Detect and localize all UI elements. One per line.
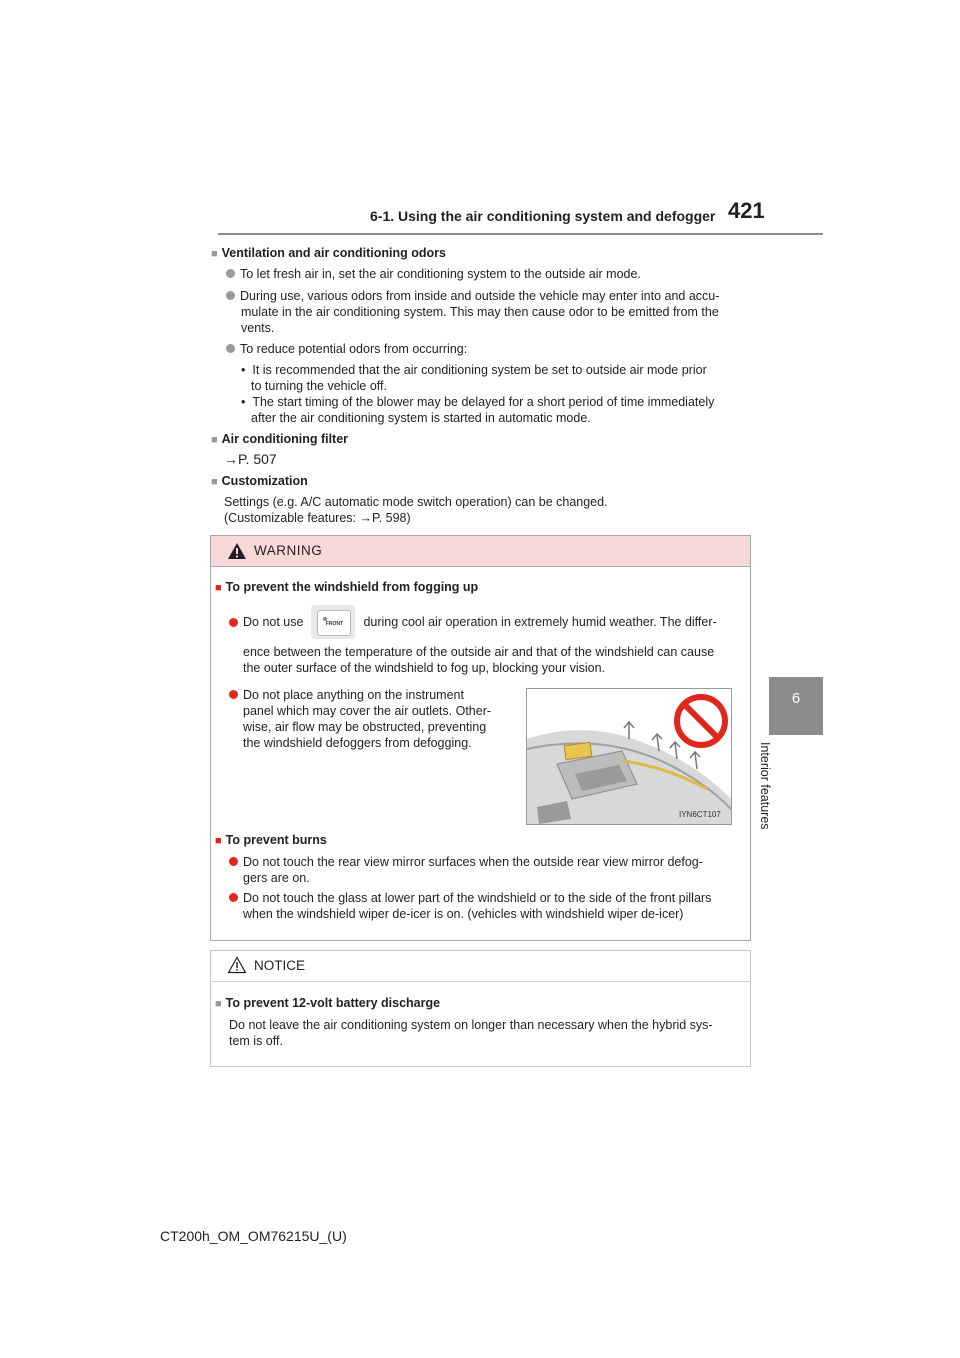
image-code: IYN6CT107 [679, 810, 721, 819]
ventilation-bullet-2-line1: During use, various odors from inside and outside the vehicle may enter into and accu- [240, 289, 720, 303]
fog-heading-text: To prevent the windshield from fogging up [225, 580, 479, 594]
burn-heading-text: To prevent burns [225, 833, 327, 847]
customization-line1: Settings (e.g. A/C automatic mode switch operation) can be changed. [224, 495, 608, 509]
filter-heading [211, 431, 348, 448]
notice-line2: tem is off. [229, 1034, 283, 1048]
warning-title: WARNING [254, 543, 323, 558]
ventilation-sub-2-line2: after the air conditioning system is started in automatic mode. [251, 411, 591, 425]
sub-bullet-icon: • [241, 395, 246, 409]
burn-bullet-1-line2: gers are on. [243, 871, 310, 885]
warning-header [211, 536, 750, 567]
notice-heading-text: To prevent 12-volt battery discharge [225, 996, 441, 1010]
customization-line2-prefix: (Customizable features: [224, 511, 360, 525]
burn-bullet-2-line1: Do not touch the glass at lower part of the windshield or to the side of the front pillars [243, 891, 712, 905]
burn-bullet-1 [229, 854, 703, 870]
page-number: 421 [728, 198, 765, 223]
ventilation-heading [211, 245, 446, 262]
round-bullet-icon [226, 269, 235, 278]
burn-bullet-1-line1: Do not touch the rear view mirror surfaces when the outside rear view mirror defog- [243, 855, 703, 869]
round-bullet-icon [229, 857, 238, 866]
fog-bullet-1 [229, 604, 717, 640]
ventilation-heading-text: Ventilation and air conditioning odors [221, 246, 446, 260]
section-title: 6-1. Using the air conditioning system and defogger [370, 208, 716, 224]
square-bullet-icon: ■ [211, 248, 218, 260]
customization-heading [211, 473, 308, 490]
front-button-label: FRONT [325, 621, 344, 627]
burn-bullet-2-line2: when the windshield wiper de-icer is on. (vehicles with windshield wiper de-icer) [243, 907, 684, 921]
notice-line1: Do not leave the air conditioning system on longer than necessary when the hybrid sys- [229, 1018, 713, 1032]
customization-line2 [224, 510, 411, 526]
ventilation-bullet-2-line3: vents. [241, 321, 275, 335]
dashboard-prohibited-image [527, 689, 731, 824]
filter-ref[interactable] [224, 451, 277, 467]
square-bullet-icon: ■ [211, 434, 218, 446]
ventilation-bullet-2 [226, 288, 719, 304]
fog-bullet-1-pre: Do not use [243, 615, 304, 629]
fog-bullet-2-line4: the windshield defoggers from defogging. [243, 736, 472, 750]
fog-bullet-2-line2: panel which may cover the air outlets. Other- [243, 704, 492, 718]
square-bullet-icon: ■ [215, 582, 222, 594]
chapter-number: 6 [791, 690, 801, 707]
fog-heading [215, 579, 478, 596]
customization-ref[interactable]: P. 598) [371, 511, 411, 525]
square-bullet-icon: ■ [215, 998, 222, 1010]
arrow-right-icon: → [224, 451, 238, 467]
fog-bullet-1-line2: ence between the temperature of the outside air and that of the windshield can cause [243, 645, 715, 659]
ventilation-sub-2 [241, 394, 714, 410]
sub-bullet-icon: • [241, 363, 246, 377]
ventilation-bullet-1 [226, 266, 641, 282]
chapter-label: Interior features [758, 742, 772, 830]
round-bullet-icon [229, 618, 238, 627]
round-bullet-icon [229, 893, 238, 902]
front-defogger-button-icon [311, 605, 355, 639]
ventilation-bullet-2-line2: mulate in the air conditioning system. This may then cause odor to be emitted from the [241, 305, 719, 319]
header-divider [218, 233, 823, 235]
ventilation-sub-1-line2: to turning the vehicle off. [251, 379, 387, 393]
chapter-label-wrap [758, 742, 790, 852]
fog-bullet-1-post: during cool air operation in extremely humid weather. The differ- [363, 615, 717, 629]
filter-ref-text[interactable]: P. 507 [238, 451, 277, 467]
fog-bullet-2 [229, 687, 464, 703]
fog-bullet-1-line3: the outer surface of the windshield to fog up, blocking your vision. [243, 661, 606, 675]
ventilation-sub-1 [241, 362, 707, 378]
notice-heading [215, 995, 440, 1012]
square-bullet-icon: ■ [211, 476, 218, 488]
notice-title: NOTICE [254, 958, 306, 973]
fog-bullet-2-line1: Do not place anything on the instrument [243, 688, 464, 702]
arrow-right-icon: → [359, 511, 372, 525]
ventilation-bullet-3 [226, 341, 467, 357]
filter-heading-text: Air conditioning filter [221, 432, 349, 446]
round-bullet-icon [226, 291, 235, 300]
ventilation-sub-1-line1: It is recommended that the air conditioning system be set to outside air mode prior [252, 363, 707, 377]
customization-heading-text: Customization [221, 474, 308, 488]
burn-heading [215, 832, 327, 849]
dashboard-illustration [526, 688, 732, 825]
ventilation-sub-2-line1: The start timing of the blower may be delayed for a short period of time immediately [252, 395, 715, 409]
square-bullet-icon: ■ [215, 835, 222, 847]
ventilation-bullet-3-text: To reduce potential odors from occurring: [240, 342, 468, 356]
notice-header [211, 951, 750, 982]
caution-triangle-icon [227, 956, 247, 974]
ventilation-bullet-1-text: To let fresh air in, set the air conditioning system to the outside air mode. [240, 267, 641, 281]
round-bullet-icon [229, 690, 238, 699]
warning-triangle-icon [227, 542, 247, 560]
document-code: CT200h_OM_OM76215U_(U) [160, 1228, 347, 1244]
fog-bullet-2-line3: wise, air flow may be obstructed, preventing [243, 720, 487, 734]
round-bullet-icon [226, 344, 235, 353]
burn-bullet-2 [229, 890, 711, 906]
